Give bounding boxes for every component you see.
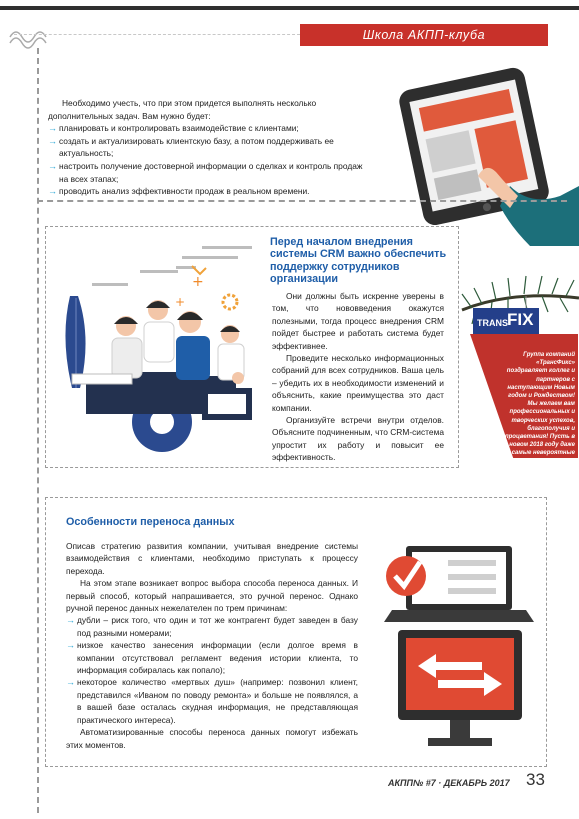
dashed-frame-top [37, 200, 567, 202]
section1-heading: Перед началом внедрения системы CRM важно обеспечить поддержку сотрудников организации [270, 236, 447, 286]
footer-brand: АКПП№ #7 · ДЕКАБРЬ 2017 [388, 778, 510, 788]
intro-block [48, 97, 370, 198]
top-rule [0, 6, 579, 10]
list-item: → проводить анализ эффективности продаж в реальном времени. [48, 186, 310, 197]
arrow-bullet-icon: → [48, 160, 57, 171]
list-item: → создать и актуализировать клиентскую базу, а потом поддерживать ее актуальность; [48, 135, 334, 159]
arrow-bullet-icon: → [66, 615, 75, 626]
section1-text [272, 290, 444, 464]
list-item: → некоторое количество «мертвых душ» (например: позвонил клиент, представился «Иваном по поводу ремонта» и больше не появлялся, а в вашей базе осталась скудная информация, не представляющая практического интереса). [66, 677, 358, 725]
logo-text: TRANS [477, 318, 508, 328]
logo-text: FIX [507, 310, 534, 329]
paragraph: Автоматизированные способы переноса данных помогут избежать этих моментов. [66, 727, 358, 750]
dashed-frame-left [37, 48, 39, 813]
section-title: Школа АКПП-клуба [362, 28, 486, 42]
paragraph: На этом этапе возникает вопрос выбора способа переноса данных. И первый способ, который напрашивается, это ручной перенос. Однако ручной перенос данных нежелателен по трем причинам: [66, 578, 358, 614]
paragraph: Проведите несколько информационных собраний для всех сотрудников. Ваша цель – убедить их в необходимости изменений и объяснить, какие преимущества это даст компании. [272, 353, 444, 413]
team-meeting-illustration [52, 238, 267, 458]
intro-lead: Необходимо учесть, что при этом придется выполнять несколько дополнительных задач. Вам нужно будет: [48, 98, 317, 121]
page-number: 33 [526, 770, 545, 789]
arrow-bullet-icon: → [66, 677, 75, 688]
tablet-hand-icon [360, 36, 579, 246]
header-dashed-line [14, 34, 300, 35]
section2-text [66, 540, 358, 751]
monitor-transfer-icon [392, 630, 528, 754]
section2-heading: Особенности переноса данных [66, 516, 235, 528]
list-item: → низкое качество занесения информации (если долгое время в компании отсутствовал регламент ведения истории клиента, то информация собиралась как попало); [66, 640, 358, 676]
paragraph: Организуйте встречи внутри отделов. Объясните подчиненным, что CRM-система упростит их работу и повысит ее эффективность. [272, 415, 444, 463]
arrow-bullet-icon: → [66, 640, 75, 651]
arrow-bullet-icon: → [48, 135, 57, 146]
svg-text:+: + [175, 295, 186, 309]
paragraph: Описав стратегию развития компании, учитывая внедрение системы взаимодействия с клиентами, необходимо приступать к процессу перехода. [66, 541, 358, 576]
paragraph: Они должны быть искренне уверены в том, что нововведения окажутся полезными, тогда процесс внедрения CRM пойдет быстрее и работать система будет эффективнее. [272, 291, 444, 351]
list-item: → дубли – риск того, что один и тот же контрагент будет заведен в базу под разными номерами; [66, 615, 358, 638]
arrow-bullet-icon: → [48, 186, 57, 197]
svg-text:+: + [192, 274, 204, 290]
laptop-check-icon [384, 532, 534, 628]
arrow-bullet-icon: → [48, 123, 57, 134]
promo-text: Группа компаний «ТрансФикс» поздравляет коллег и партнеров с наступающим Новым годом и Рождеством! Мы желаем вам профессиональных и творческих успехов, благополучия и процветания! Пусть в новом 2018 году даже самые невероятные мечты станут реальностью! А мы всегда будем рядом, помогая воплотить их в жизнь! [497, 352, 575, 498]
list-item: → планировать и контролировать взаимодействие с клиентами; [48, 123, 299, 134]
list-item: → настроить получение достоверной информации о сделках и контроль продаж на всех этапах; [48, 160, 363, 184]
